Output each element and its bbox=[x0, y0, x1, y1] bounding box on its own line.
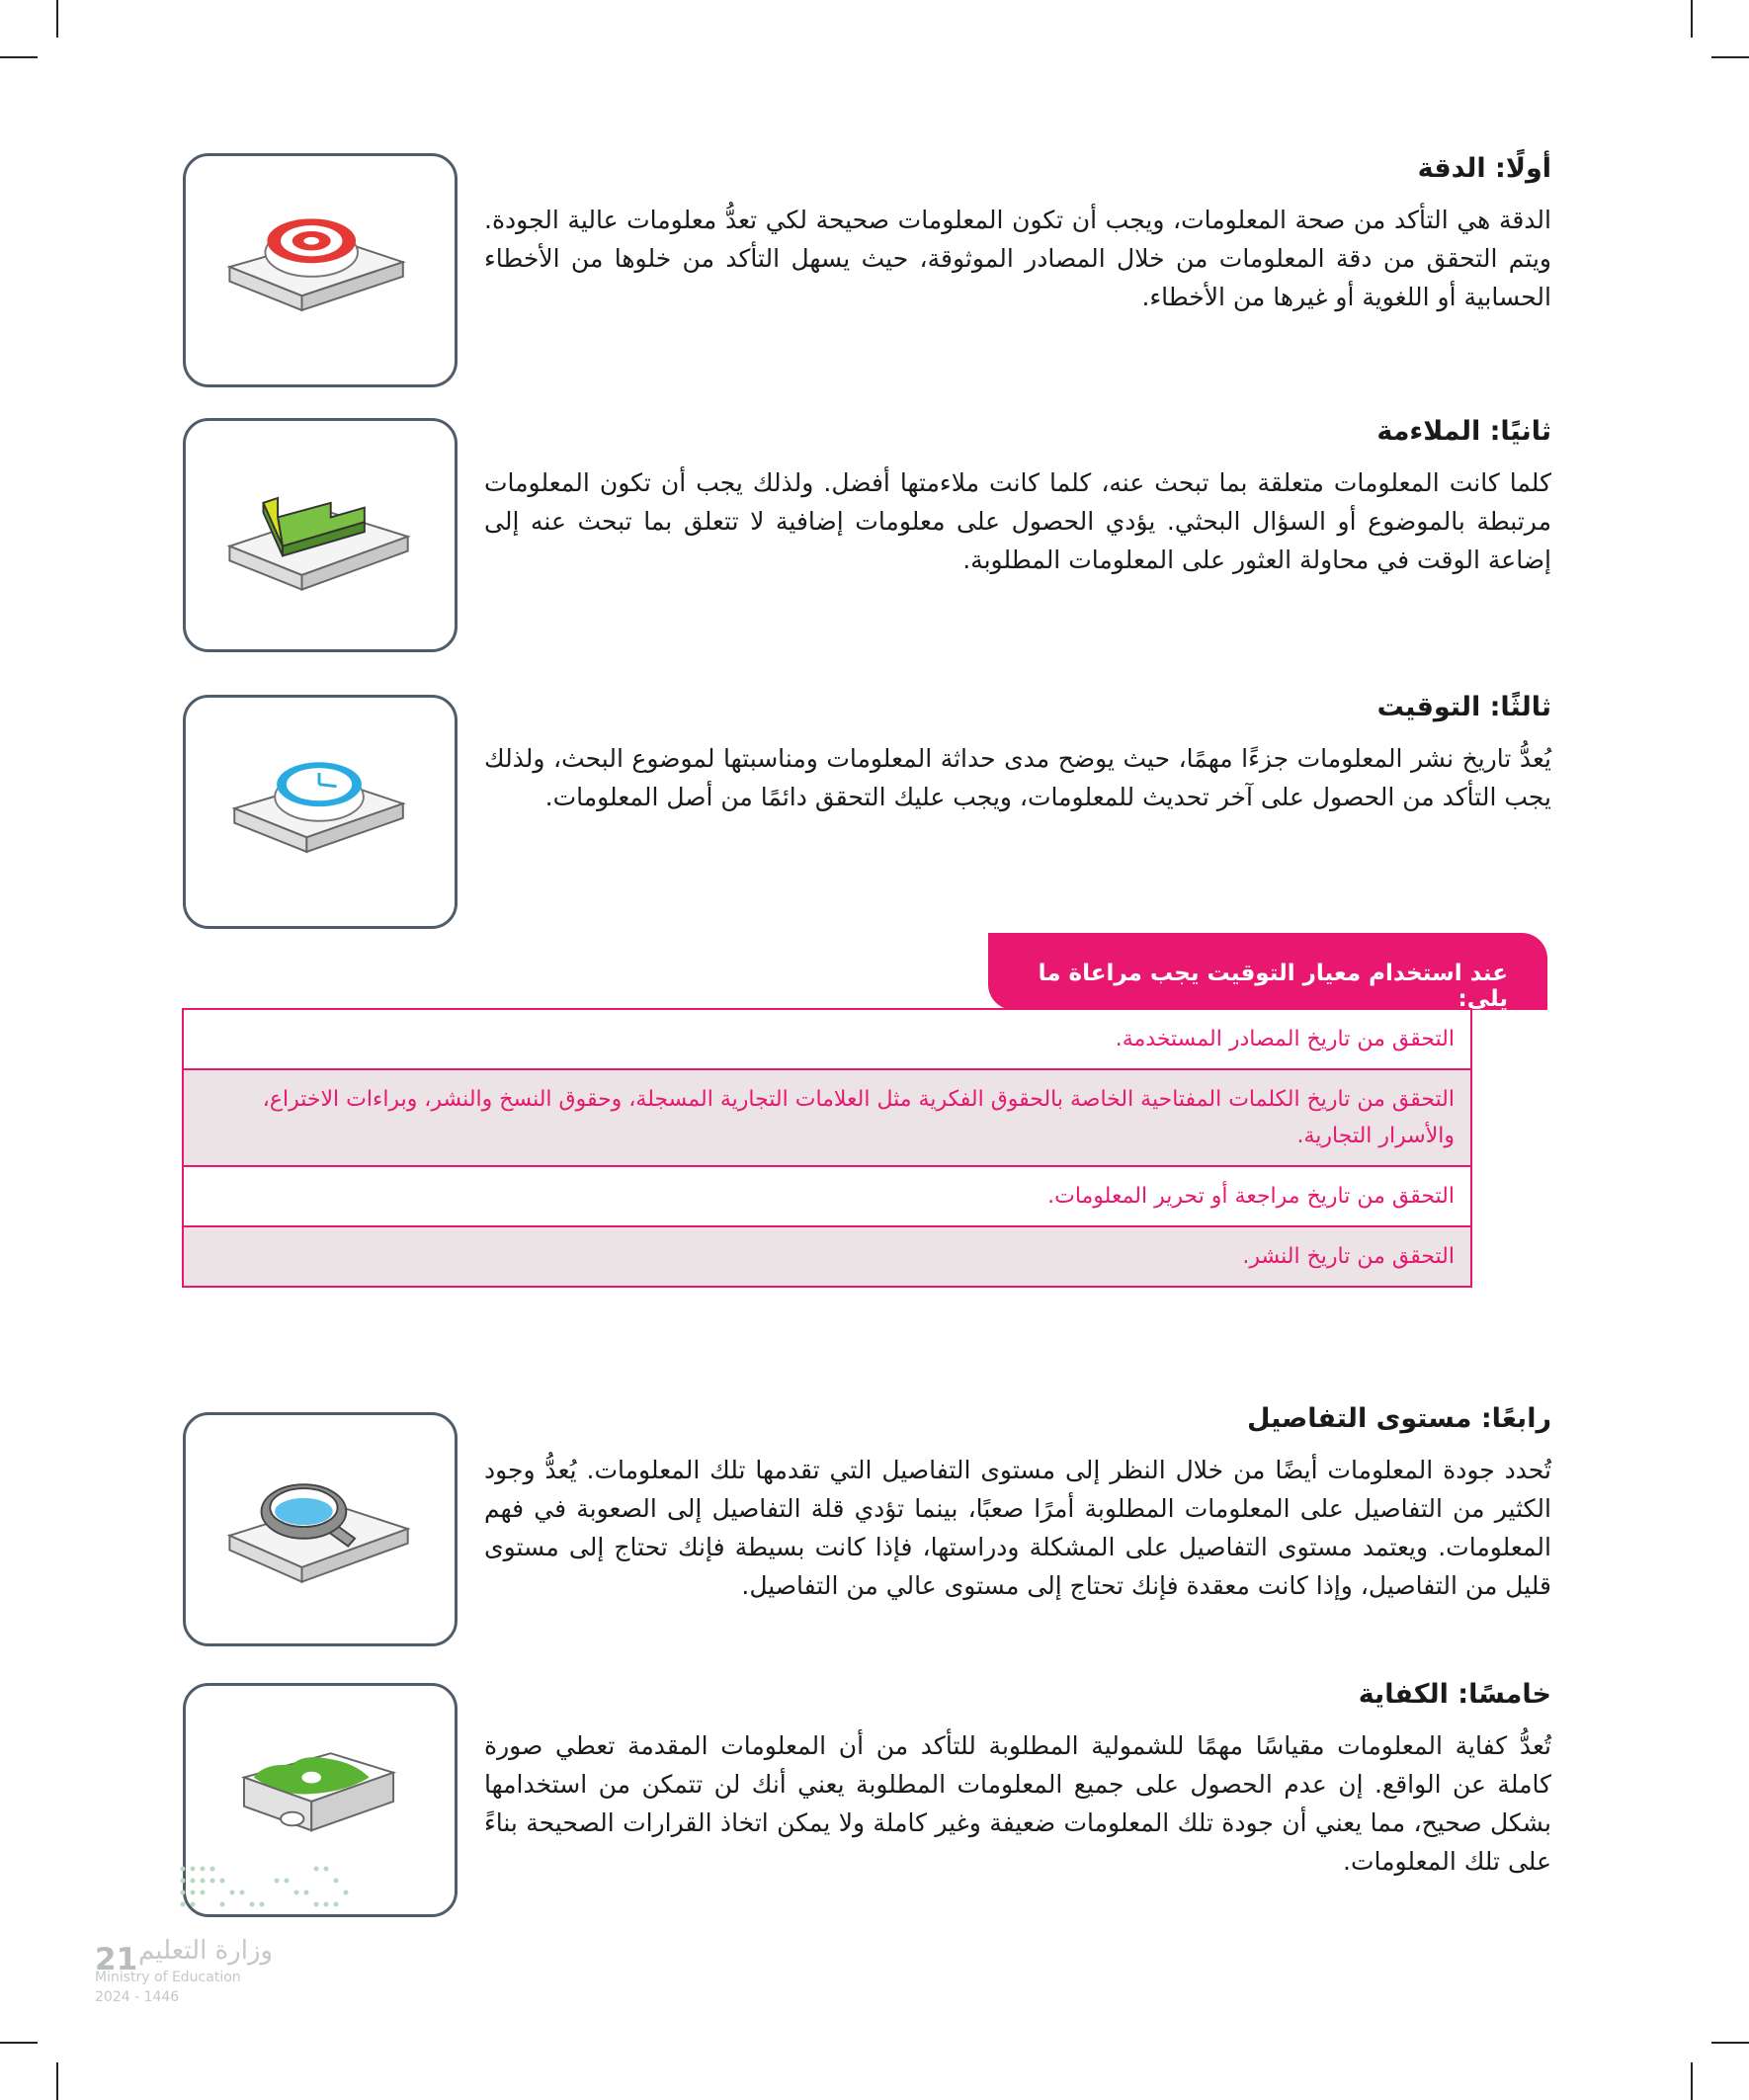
clock-icon bbox=[186, 698, 455, 926]
section-body: كلما كانت المعلومات متعلقة بما تبحث عنه، كلما كانت ملاءمتها أفضل. ولذلك يجب أن تكون المعلومات مرتبطة بالموضوع أو السؤال البحثي. يؤدي الحصول على معلومات إضافية لا تتعلق بما تبحث عنه إلى إضاعة الوقت في محاولة العثور على المعلومات المطلوبة. bbox=[484, 468, 1551, 574]
crop-mark bbox=[1711, 56, 1749, 58]
table-row: التحقق من تاريخ المصادر المستخدمة. bbox=[184, 1010, 1470, 1070]
timing-box-title: عند استخدام معيار التوقيت يجب مراعاة ما يلي: bbox=[988, 933, 1547, 1010]
green-block-icon bbox=[186, 421, 455, 649]
ministry-name-english: Ministry of Education bbox=[95, 1970, 241, 1985]
section-sufficiency bbox=[484, 1677, 1551, 1881]
crop-mark bbox=[1691, 0, 1693, 38]
timing-requirements-table bbox=[182, 1008, 1472, 1288]
section-body: الدقة هي التأكد من صحة المعلومات، ويجب أن تكون المعلومات صحيحة لكي تعدُّ معلومات عالية الجودة. ويتم التحقق من دقة المعلومات من خلال المصادر الموثوقة، حيث يسهل التأكد من خلوها من الأخطاء الحسابية أو اللغوية أو غيرها من الأخطاء. bbox=[484, 206, 1551, 311]
table-row: التحقق من تاريخ مراجعة أو تحرير المعلومات. bbox=[184, 1167, 1470, 1227]
section-heading: خامسًا: الكفاية bbox=[1358, 1679, 1551, 1710]
section-relevance bbox=[484, 414, 1551, 579]
section-body: يُعدُّ تاريخ نشر المعلومات جزءًا مهمًا، حيث يوضح مدى حداثة المعلومات ومناسبتها لموضوع البحث، ولذلك يجب التأكد من الحصول على آخر تحديث للمعلومات، ويجب عليك التحقق دائمًا من أصل المعلومات. bbox=[484, 744, 1551, 811]
section-accuracy bbox=[484, 151, 1551, 316]
relevance-illustration bbox=[183, 418, 458, 652]
page-number: 21 bbox=[95, 1942, 138, 1977]
table-row: التحقق من تاريخ الكلمات المفتاحية الخاصة بالحقوق الفكرية مثل العلامات التجارية المسجلة، وحقوق النسخ والنشر، وبراءات الاختراع، والأسرار التجارية. bbox=[184, 1070, 1470, 1167]
crop-mark bbox=[0, 56, 38, 58]
crop-mark bbox=[0, 2042, 38, 2044]
table-row: التحقق من تاريخ النشر. bbox=[184, 1227, 1470, 1286]
section-heading: رابعًا: مستوى التفاصيل bbox=[1247, 1403, 1551, 1434]
target-icon bbox=[186, 156, 455, 384]
crop-mark bbox=[56, 0, 58, 38]
detail-illustration bbox=[183, 1412, 458, 1646]
ministry-name-arabic: وزارة التعليم bbox=[138, 1936, 274, 1966]
section-detail-level bbox=[484, 1401, 1551, 1605]
crop-mark bbox=[1711, 2042, 1749, 2044]
accuracy-illustration bbox=[183, 153, 458, 387]
section-timeliness bbox=[484, 690, 1551, 816]
magnifier-icon bbox=[186, 1415, 455, 1643]
timeliness-illustration bbox=[183, 695, 458, 929]
section-heading: أولًا: الدقة bbox=[1417, 153, 1551, 184]
edition-year: 2024 - 1446 bbox=[95, 1989, 180, 2005]
section-heading: ثالثًا: التوقيت bbox=[1376, 692, 1551, 722]
ministry-logo-dots bbox=[178, 1863, 356, 1912]
section-body: تُعدُّ كفاية المعلومات مقياسًا مهمًا للشمولية المطلوبة للتأكد من أن المعلومات المقدمة تعطي صورة كاملة عن الواقع. إن عدم الحصول على جميع المعلومات المطلوبة يعني أنك لن تتمكن من استخدامها بشكل صحيح، مما يعني أن جودة تلك المعلومات ضعيفة وغير كاملة ولا يمكن اتخاذ القرارات الصحيحة بناءً على تلك المعلومات. bbox=[484, 1731, 1551, 1876]
crop-mark bbox=[1691, 2062, 1693, 2100]
crop-mark bbox=[56, 2062, 58, 2100]
section-heading: ثانيًا: الملاءمة bbox=[1376, 416, 1551, 447]
section-body: تُحدد جودة المعلومات أيضًا من خلال النظر إلى مستوى التفاصيل التي تقدمها تلك المعلومات. يُعدُّ وجود الكثير من التفاصيل على المعلومات المطلوبة أمرًا صعبًا، بينما تؤدي قلة التفاصيل إلى الصعوبة في فهم المعلومات. ويعتمد مستوى التفاصيل على المشكلة ودراستها، فإذا كانت بسيطة فإنك تحتاج إلى مستوى قليل من التفاصيل، وإذا كانت معقدة فإنك تحتاج إلى مستوى عالي من التفاصيل. bbox=[484, 1456, 1551, 1600]
